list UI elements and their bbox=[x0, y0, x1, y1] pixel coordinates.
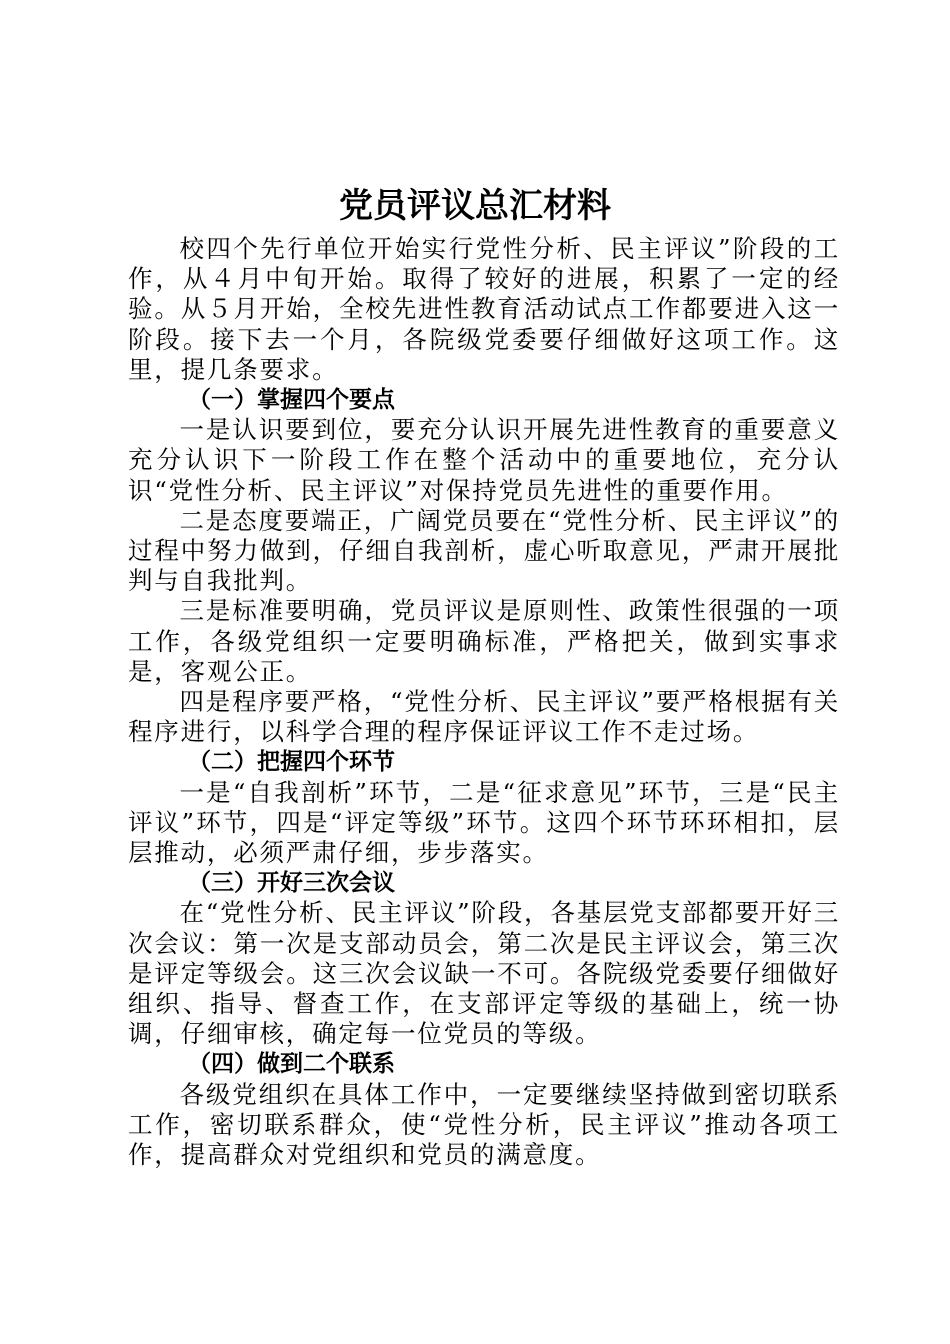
document-body bbox=[128, 234, 840, 1170]
document-title: 党员评议总汇材料 bbox=[339, 186, 611, 226]
section-2-paragraph-1: 一是“自我剖析”环节，二是“征求意见”环节，三是“民主评议”环节，四是“评定等级”环节。这四个环节环环相扣，层层推动，必须严肃仔细，步步落实。 bbox=[128, 777, 840, 868]
section-heading-4: （四）做到二个联系 bbox=[188, 1051, 395, 1078]
intro-paragraph: 校四个先行单位开始实行党性分析、民主评议”阶段的工作，从４月中旬开始。取得了较好的进展，积累了一定的经验。从５月开始，全校先进性教育活动试点工作都要进入这一阶段。接下去一个月，各院级党委要仔细做好这项工作。这里，提几条要求。 bbox=[128, 234, 840, 384]
section-heading-3: （三）开好三次会议 bbox=[188, 870, 395, 897]
section-heading-2: （二）把握四个环节 bbox=[188, 749, 395, 776]
section-1-paragraph-1: 一是认识要到位，要充分认识开展先进性教育的重要意义充分认识下一阶段工作在整个活动中的重要地位，充分认识“党性分析、民主评议”对保持党员先进性的重要作用。 bbox=[128, 415, 840, 505]
section-4-paragraph-1: 各级党组织在具体工作中，一定要继续坚持做到密切联系工作，密切联系群众，使“党性分析，民主评议”推动各项工作，提高群众对党组织和党员的满意度。 bbox=[128, 1079, 840, 1170]
section-heading-1: （一）掌握四个要点 bbox=[188, 387, 395, 414]
section-1-paragraph-2: 二是态度要端正，广阔党员要在“党性分析、民主评议”的过程中努力做到，仔细自我剖析，虚心听取意见，严肃开展批判与自我批判。 bbox=[128, 505, 840, 596]
section-3-paragraph-1: 在“党性分析、民主评议”阶段，各基层党支部都要开好三次会议：第一次是支部动员会，第二次是民主评议会，第三次是评定等级会。这三次会议缺一不可。各院级党委要仔细做好组织、指导、督查工作，在支部评定等级的基础上，统一协调，仔细审核，确定每一位党员的等级。 bbox=[128, 898, 840, 1049]
section-1-paragraph-3: 三是标准要明确，党员评议是原则性、政策性很强的一项工作，各级党组织一定要明确标准，严格把关，做到实事求是，客观公正。 bbox=[128, 596, 840, 686]
section-1-paragraph-4: 四是程序要严格，“党性分析、民主评议”要严格根据有关程序进行，以科学合理的程序保证评议工作不走过场。 bbox=[128, 687, 840, 747]
